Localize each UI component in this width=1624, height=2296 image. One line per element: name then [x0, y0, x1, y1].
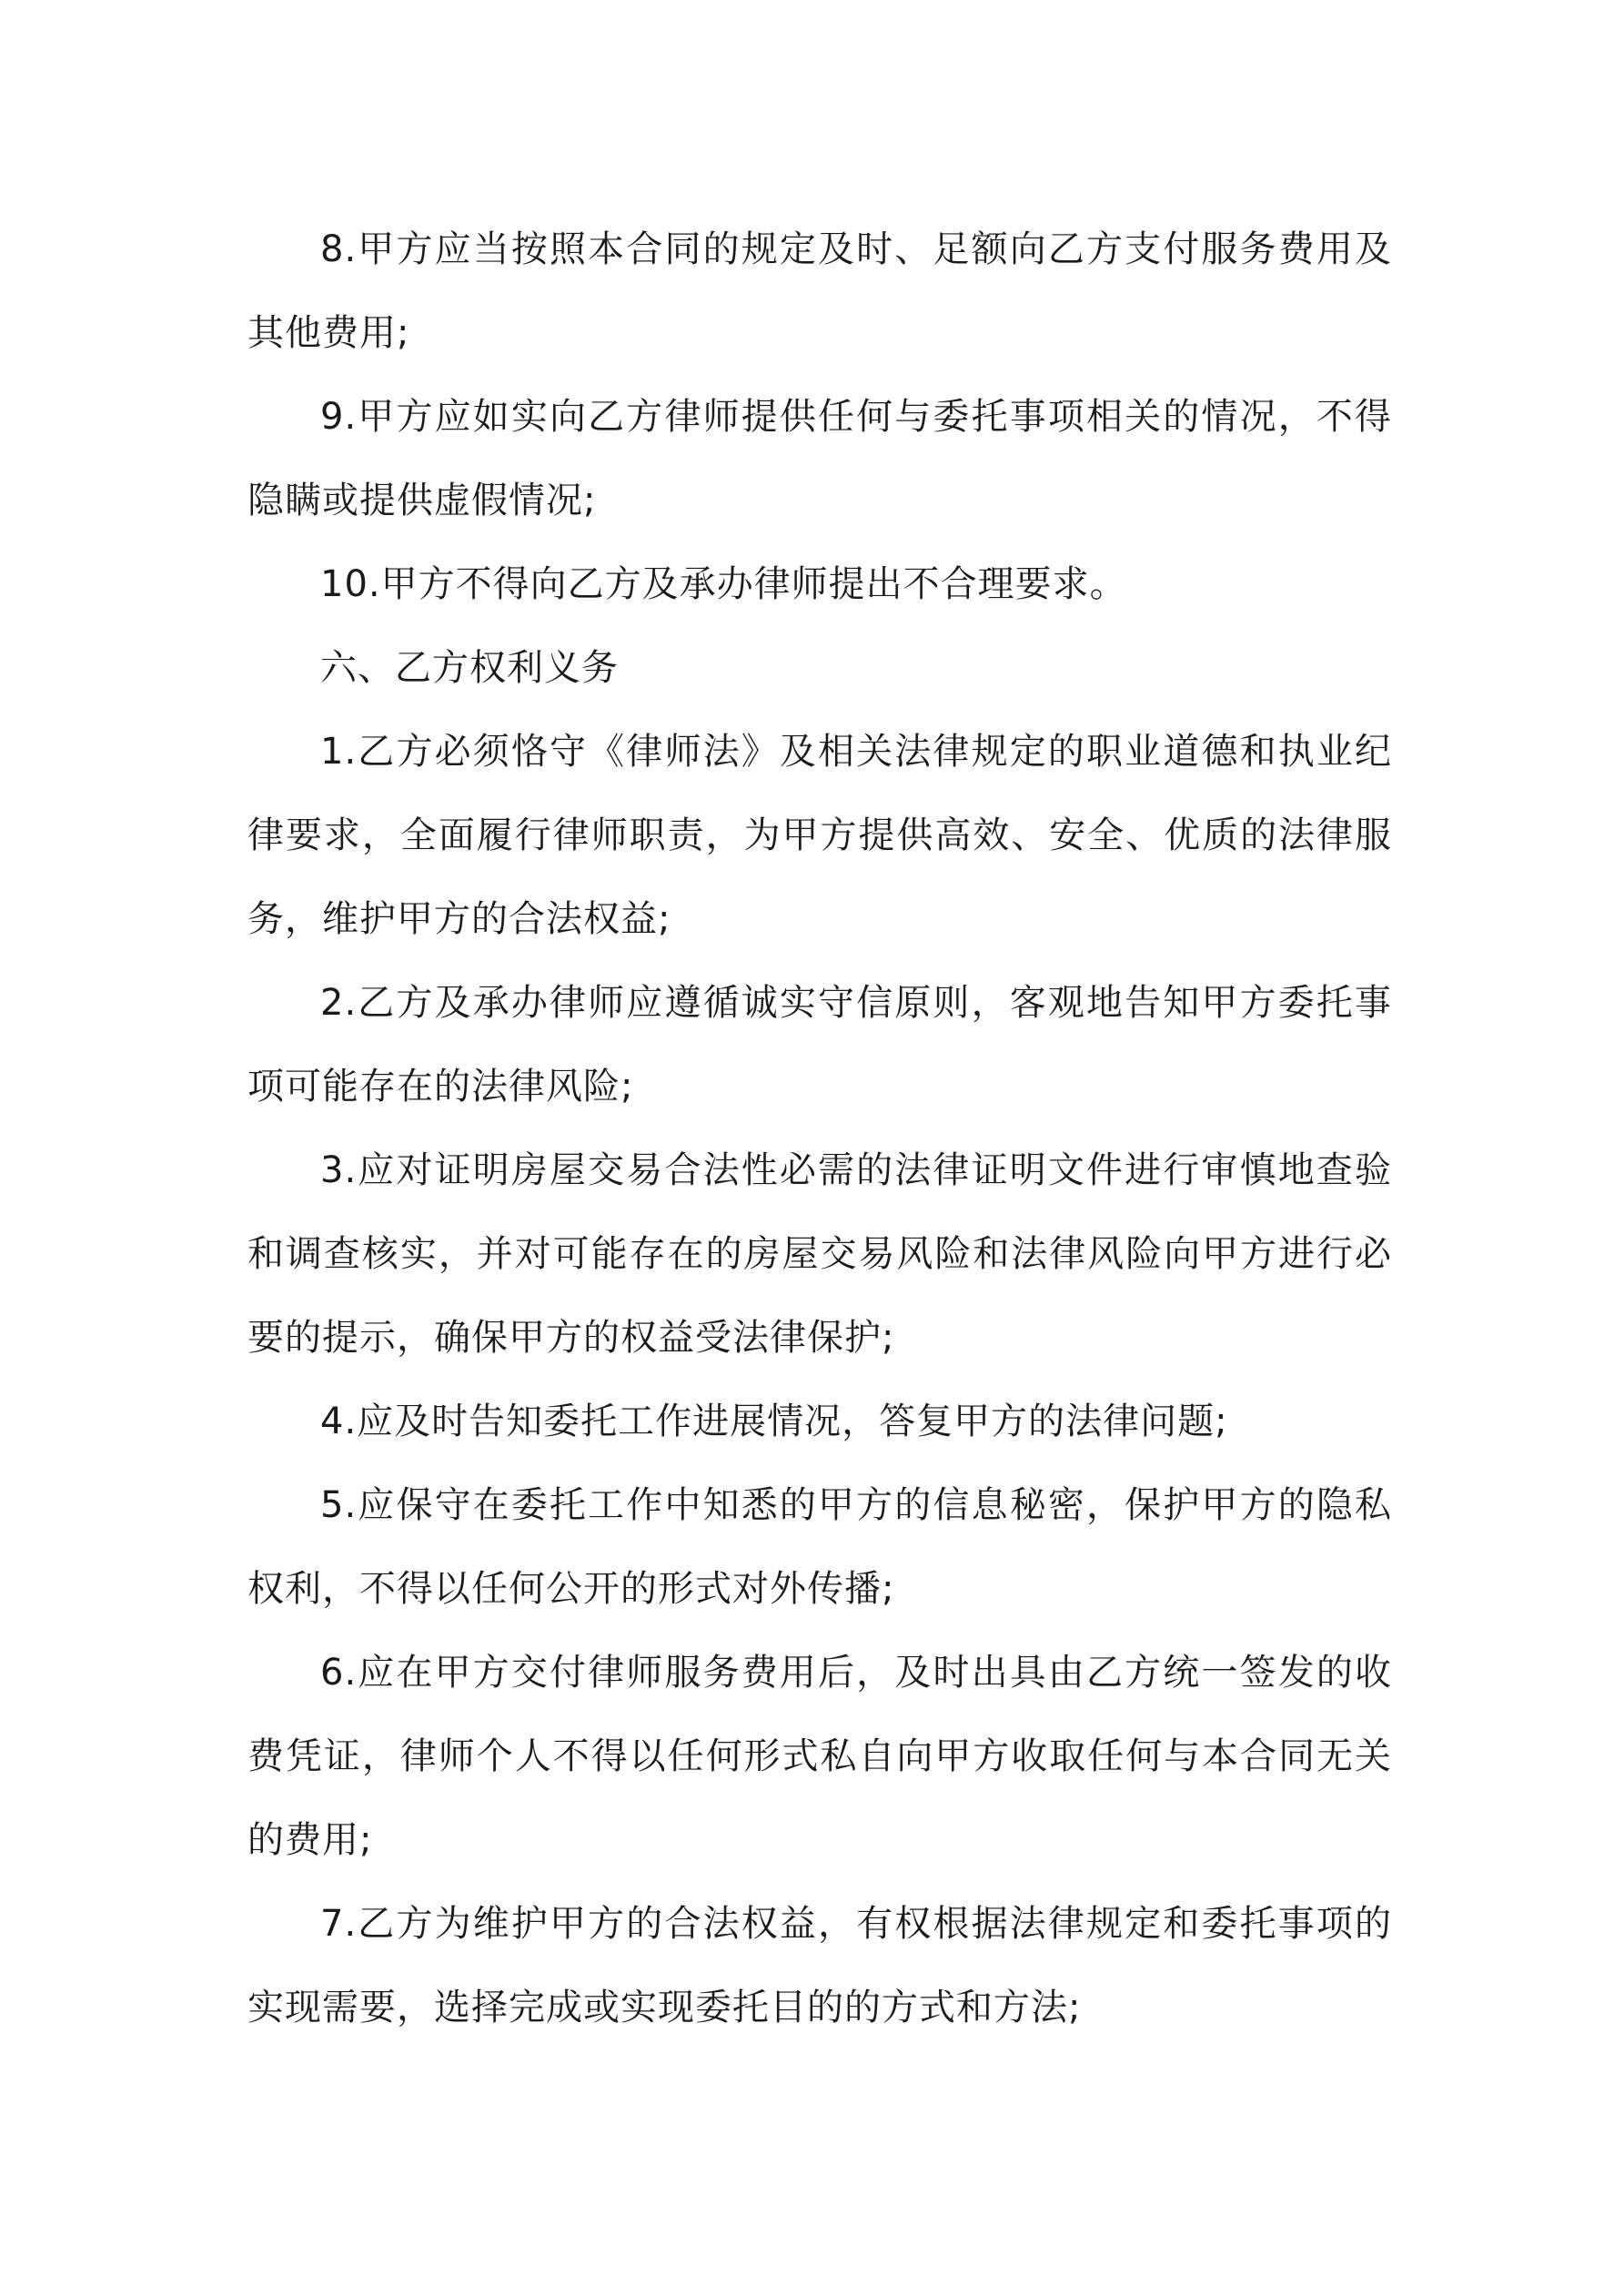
- document-body: [247, 207, 1392, 2049]
- paragraph-9-truthful-info: 9.甲方应如实向乙方律师提供任何与委托事项相关的情况，不得隐瞒或提供虚假情况;: [247, 396, 1392, 521]
- paragraph-b5-confidentiality: 5.应保守在委托工作中知悉的甲方的信息秘密，保护甲方的隐私权利，不得以任何公开的形式对外传播;: [247, 1484, 1392, 1610]
- paragraph-b1-professional-ethics: 1.乙方必须恪守《律师法》及相关法律规定的职业道德和执业纪律要求，全面履行律师职责，为甲方提供高效、安全、优质的法律服务，维护甲方的合法权益;: [247, 731, 1392, 940]
- paragraph-b4-progress-updates: 4.应及时告知委托工作进展情况，答复甲方的法律问题;: [320, 1401, 1228, 1442]
- paragraph-b2-good-faith: 2.乙方及承办律师应遵循诚实守信原则，客观地告知甲方委托事项可能存在的法律风险;: [247, 982, 1392, 1108]
- paragraph-8-payment: 8.甲方应当按照本合同的规定及时、足额向乙方支付服务费用及其他费用;: [247, 228, 1392, 354]
- paragraph-b3-document-verification: 3.应对证明房屋交易合法性必需的法律证明文件进行审慎地查验和调查核实，并对可能存在的房屋交易风险和法律风险向甲方进行必要的提示，确保甲方的权益受法律保护;: [247, 1149, 1392, 1359]
- paragraph-10-no-unreasonable-demands: 10.甲方不得向乙方及承办律师提出不合理要求。: [320, 563, 1127, 605]
- section-heading-party-b-rights: 六、乙方权利义务: [320, 647, 619, 689]
- paragraph-b6-fee-receipt: 6.应在甲方交付律师服务费用后，及时出具由乙方统一签发的收费凭证，律师个人不得以任何形式私自向甲方收取任何与本合同无关的费用;: [247, 1652, 1392, 1861]
- paragraph-b7-method-choice: 7.乙方为维护甲方的合法权益，有权根据法律规定和委托事项的实现需要，选择完成或实现委托目的的方式和方法;: [247, 1903, 1392, 2028]
